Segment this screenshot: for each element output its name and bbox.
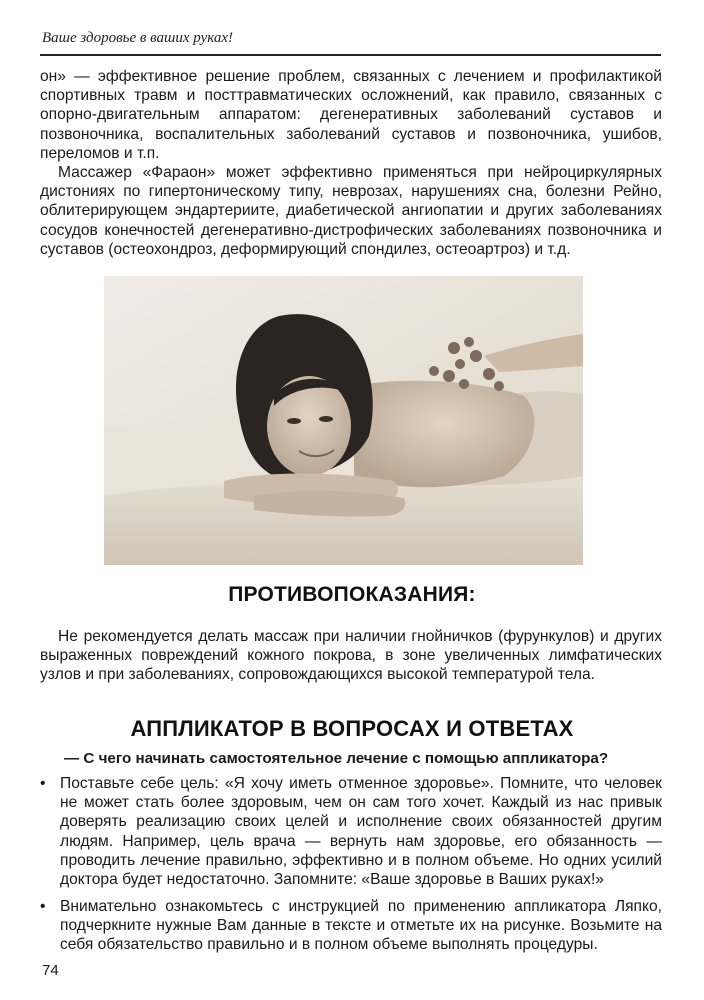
intro-text (40, 67, 662, 259)
page-number: 74 (42, 962, 59, 979)
contraindications-heading: ПРОТИВОПОКАЗАНИЯ: (228, 583, 476, 606)
bullet-text: Поставьте себе цель: «Я хочу иметь отменное здоровье». Помните, что человек не может стать более здоровым, чем он сам того хочет. Каждый из нас привык доверять реализацию своих целей и исполнение своих обязанностей другим людям. Например, цель врача — вернуть нам здоровье, его обязанность — проводить лечение правильно, эффективно и в полном объеме. Но одних усилий доктора будет недостаточно. Запомните: «Ваше здоровье в Ваших руках!» (60, 775, 662, 889)
bullet-text: Внимательно ознакомьтесь с инструкцией по применению аппликатора Ляпко, подчеркните нужные Вам данные в тексте и отметьте их на рисунке. Возьмите на себя обязательство правильно и в полном объеме выполнять процедуры. (60, 898, 662, 954)
contraindications-paragraph: Не рекомендуется делать массаж при наличии гнойничков (фурункулов) и других выраженных повреждений кожного покрова, в зоне увеличенных лимфатических узлов и при заболеваниях, сопровождающихся высокой температурой тела. (40, 628, 662, 684)
bullet-marker: • (40, 898, 46, 915)
contraindications-text (40, 627, 662, 685)
qa-heading: АППЛИКАТОР В ВОПРОСАХ И ОТВЕТАХ (130, 716, 574, 741)
qa-bullet-2 (40, 897, 662, 955)
bullet-marker: • (40, 775, 46, 792)
qa-question: — С чего начинать самостоятельное лечение с помощью аппликатора? (64, 750, 609, 767)
intro-paragraph-2: Массажер «Фараон» может эффективно применяться при нейроциркулярных дистониях по гипертоническому типу, неврозах, нарушениях сна, болезни Рейно, облитерирующем эндартериите, диабетической ангиопатии и других заболеваниях сосудов конечностей дегенеративно-дистрофических заболеваниях позвоночника и суставов (остеохондроз, деформирующий спондилез, остеоартроз) и т.д. (40, 164, 662, 258)
qa-bullet-1 (40, 774, 662, 889)
page-header-title: Ваше здоровье в ваших руках! (42, 30, 234, 46)
header-divider (40, 54, 661, 56)
massage-photo (104, 276, 583, 565)
intro-paragraph-1: он» — эффективное решение проблем, связанных с лечением и профилактикой спортивных травм и посттравматических осложнений, как правило, связанных с опорно-двигательным аппаратом: дегенеративных заболеваний суставов и позвоночника, воспалительных заболеваний суставов и позвоночника, ушибов, переломов и т.п. (40, 68, 662, 162)
